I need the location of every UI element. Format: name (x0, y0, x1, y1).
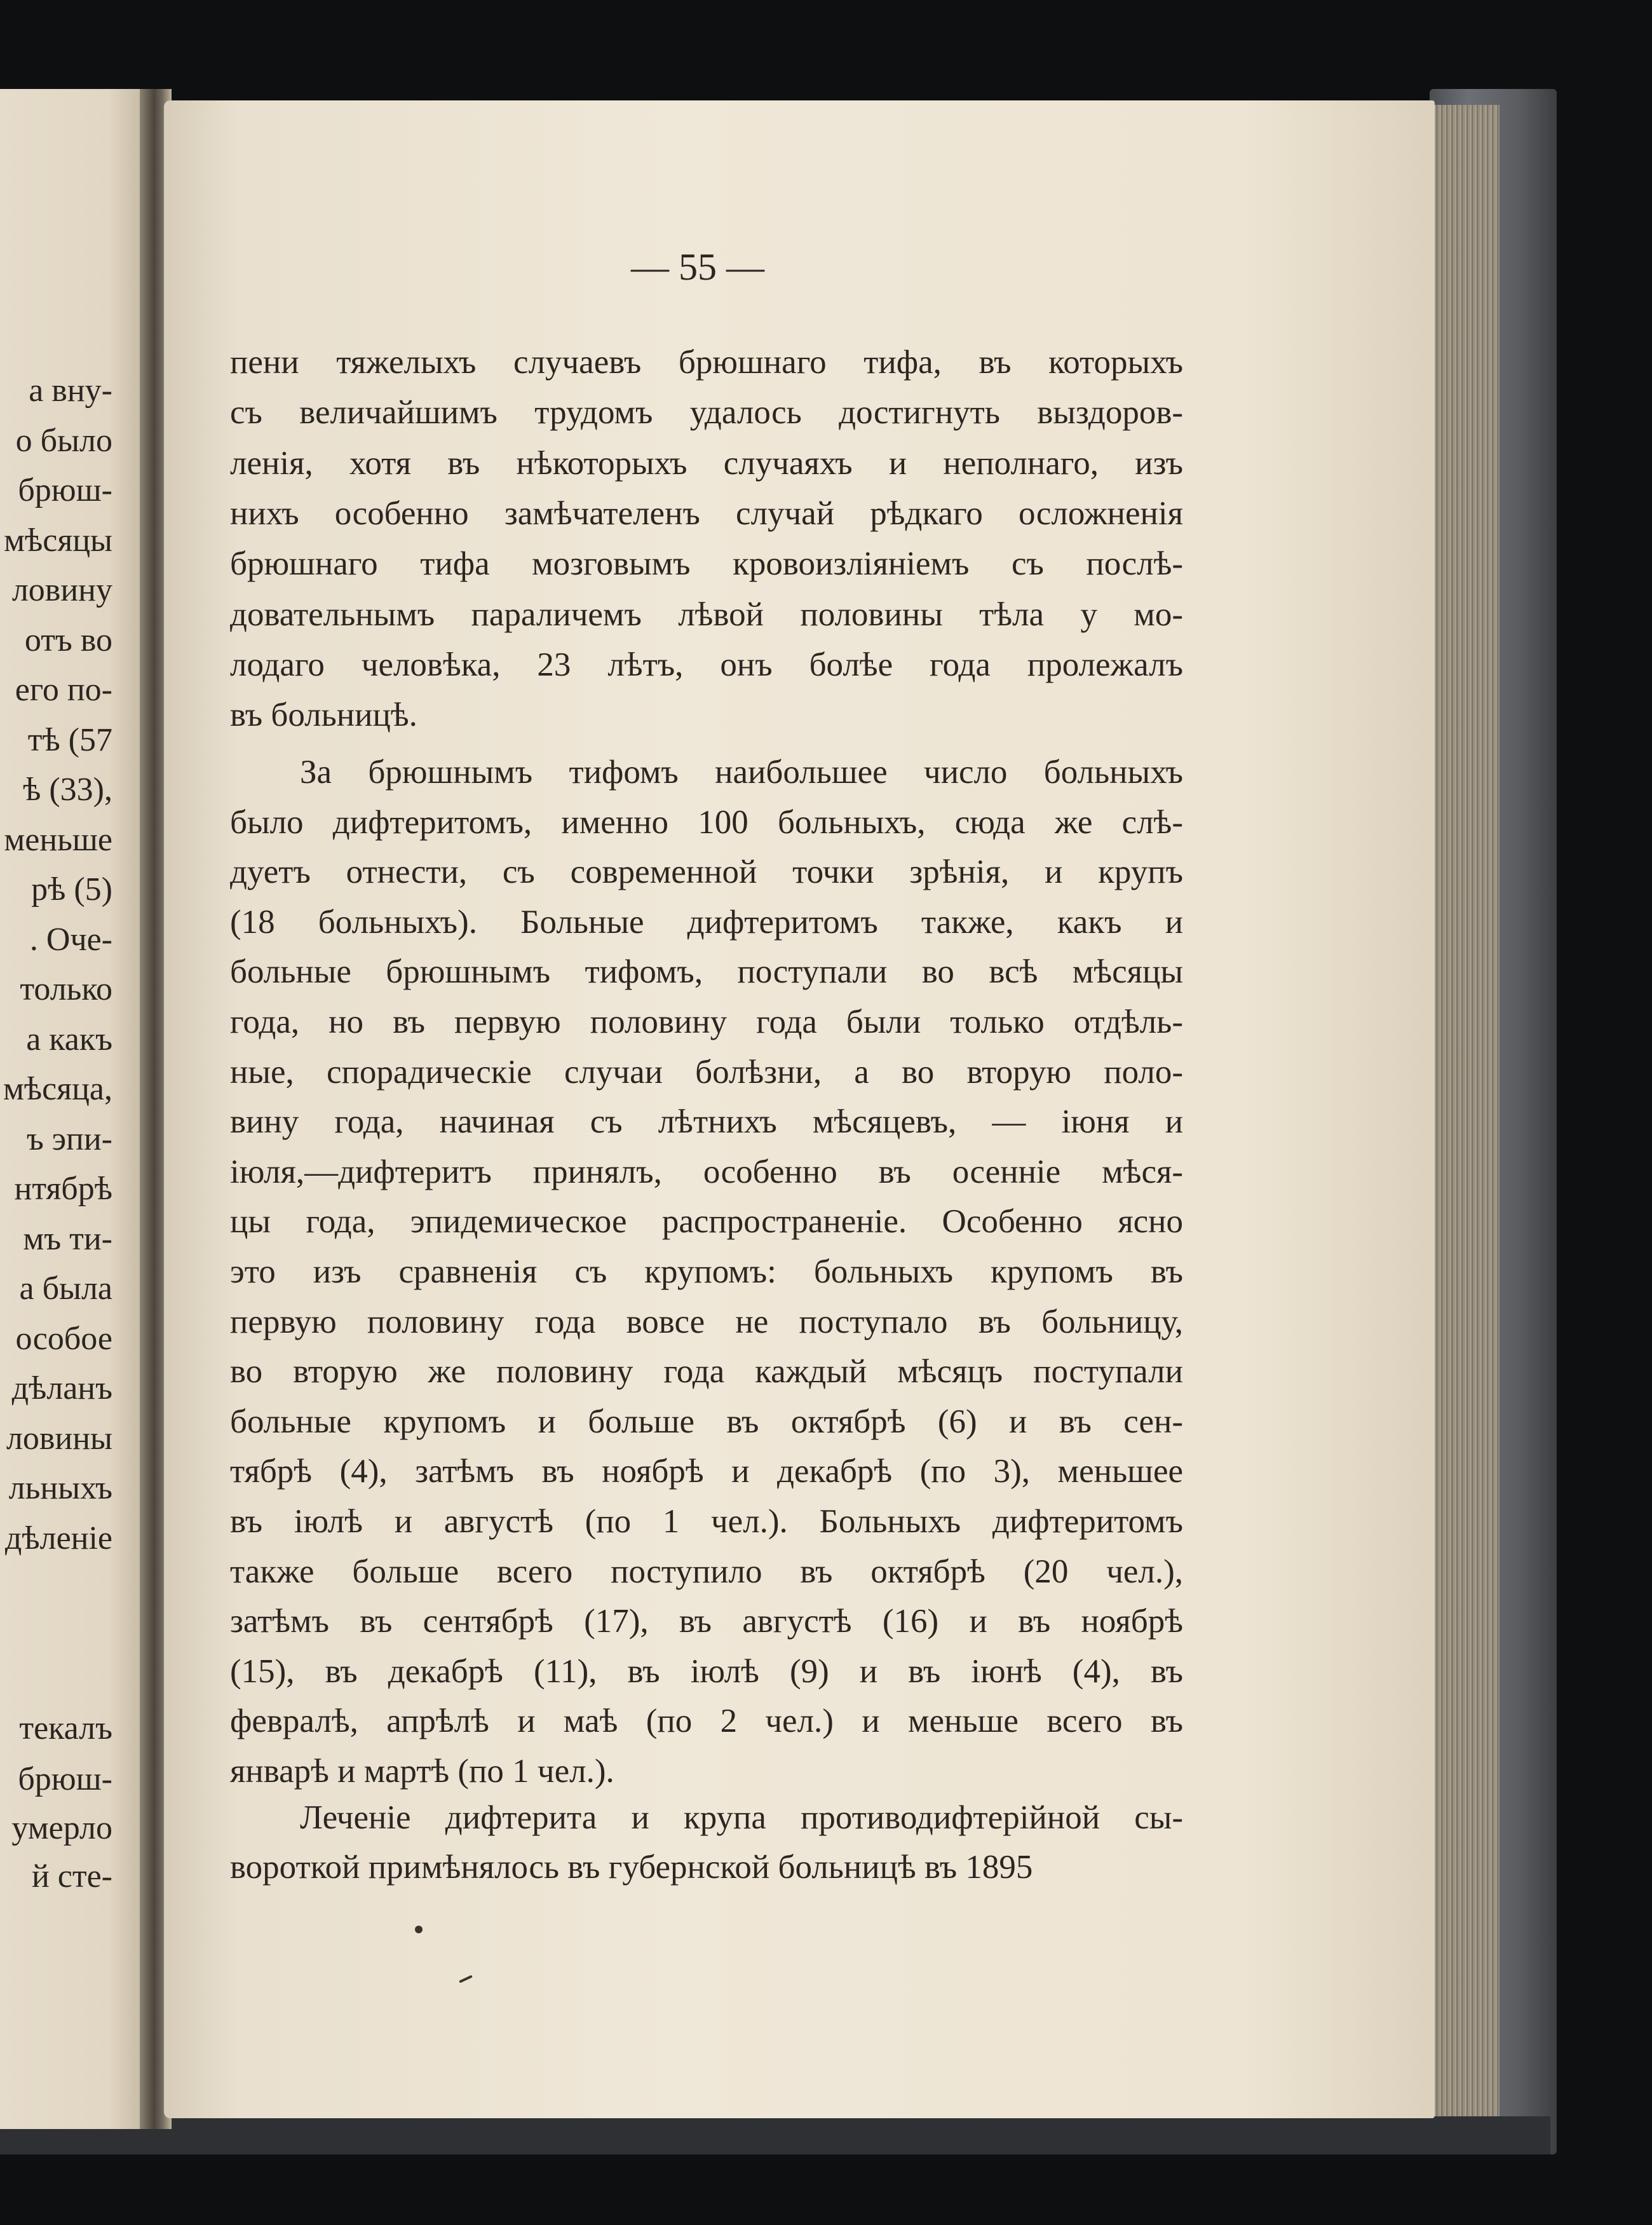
text-line: это изъ сравненія съ крупомъ: больныхъ крупомъ въ (230, 1253, 1183, 1290)
text-line: (18 больныхъ). Больные дифтеритомъ также, какъ и (230, 903, 1183, 941)
previous-page-fragment: а какъ (26, 1021, 112, 1058)
text-line: вороткой примѣнялось въ губернской больницѣ въ 1895 (230, 1849, 1033, 1886)
previous-page-fragment: нтябрѣ (14, 1171, 112, 1207)
text-line: довательнымъ параличемъ лѣвой половины тѣла у мо- (230, 595, 1183, 633)
text-line: январѣ и мартѣ (по 1 чел.). (230, 1753, 614, 1790)
text-line: тябрѣ (4), затѣмъ въ ноябрѣ и декабрѣ (по 3), меньшее (230, 1453, 1183, 1490)
previous-page-fragment: мѣсяцы (4, 522, 112, 559)
page-edges (1423, 105, 1500, 2123)
text-line: съ величайшимъ трудомъ удалось достигнуть выздоров- (230, 394, 1183, 432)
text-line: вину года, начиная съ лѣтнихъ мѣсяцевъ, — іюня и (230, 1103, 1183, 1141)
previous-page-fragment: меньше (4, 821, 112, 858)
text-line: ленія, хотя въ нѣкоторыхъ случаяхъ и неполнаго, изъ (230, 444, 1183, 482)
previous-page-fragment: й сте- (31, 1858, 112, 1895)
previous-page-fragment: брюш- (18, 472, 112, 508)
previous-page-fragment: . Оче- (29, 921, 112, 958)
text-line: іюля,—дифтеритъ принялъ, особенно въ осенніе мѣся- (230, 1153, 1183, 1190)
page-number: — 55 — (631, 246, 764, 288)
previous-page-fragment: дѣленіе (4, 1520, 112, 1556)
previous-page-fragment: умерло (11, 1810, 112, 1846)
text-line: въ іюлѣ и августѣ (по 1 чел.). Больныхъ дифтеритомъ (230, 1503, 1183, 1540)
text-line: (15), въ декабрѣ (11), въ іюлѣ (9) и въ іюнѣ (4), въ (230, 1652, 1183, 1690)
text-line: цы года, эпидемическое распространеніе. Особенно ясно (230, 1203, 1183, 1241)
text-line: года, но въ первую половину года были только отдѣль- (230, 1004, 1183, 1040)
text-line: дуетъ отнести, съ современной точки зрѣнія, и крупъ (230, 854, 1183, 891)
text-line: лодаго человѣка, 23 лѣтъ, онъ болѣе года пролежалъ (230, 646, 1183, 683)
text-line: больные брюшнымъ тифомъ, поступали во всѣ мѣсяцы (230, 953, 1183, 991)
text-line: пени тяжелыхъ случаевъ брюшнаго тифа, въ которыхъ (230, 344, 1183, 381)
book-cover-bottom (0, 2116, 1550, 2154)
text-line: первую половину года вовсе не поступало въ больницу, (230, 1303, 1183, 1340)
previous-page-fragment: ъ эпи- (26, 1120, 112, 1157)
previous-page-fragment: особое (15, 1320, 112, 1357)
previous-page (0, 89, 156, 2129)
previous-page-fragment: рѣ (5) (31, 871, 112, 908)
previous-page-fragment: тѣ (57 (27, 721, 112, 758)
previous-page-fragment: а вну- (29, 372, 112, 409)
text-line: больные крупомъ и больше въ октябрѣ (6) и въ сен- (230, 1403, 1183, 1440)
ink-speck (415, 1926, 423, 1933)
previous-page-fragment: дѣланъ (11, 1370, 112, 1406)
text-line: За брюшнымъ тифомъ наибольшее число больныхъ (300, 754, 1183, 791)
previous-page-fragment: мъ ти- (23, 1220, 112, 1257)
previous-page-fragment: о было (15, 422, 112, 459)
previous-page-fragment: отъ во (24, 622, 112, 658)
text-line: Леченіе дифтерита и крупа противодифтерійной сы- (300, 1799, 1183, 1836)
text-line: также больше всего поступило въ октябрѣ (20 чел.), (230, 1553, 1183, 1590)
previous-page-fragment: его по- (15, 672, 112, 708)
previous-page-fragment: брюш- (18, 1761, 112, 1797)
previous-page-fragment: ловину (11, 572, 112, 608)
previous-page-fragment: льныхъ (8, 1470, 112, 1506)
previous-page-fragment: ѣ (33), (23, 772, 112, 808)
previous-page-fragment: мѣсяца, (3, 1071, 112, 1107)
text-line: ные, спорадическіе случаи болѣзни, а во вторую поло- (230, 1053, 1183, 1091)
text-line: во вторую же половину года каждый мѣсяцъ поступали (230, 1353, 1183, 1391)
text-line: затѣмъ въ сентябрѣ (17), въ августѣ (16) и въ ноябрѣ (230, 1603, 1183, 1640)
text-line: брюшнаго тифа мозговымъ кровоизліяніемъ съ послѣ- (230, 545, 1183, 583)
text-line: въ больницѣ. (230, 697, 417, 734)
previous-page-fragment: ловины (6, 1420, 112, 1457)
previous-page-fragment: а была (19, 1270, 112, 1307)
text-line: было дифтеритомъ, именно 100 больныхъ, сюда же слѣ- (230, 803, 1183, 841)
previous-page-fragment: текалъ (19, 1710, 112, 1746)
text-line: февралѣ, апрѣлѣ и маѣ (по 2 чел.) и меньше всего въ (230, 1703, 1183, 1740)
text-line: нихъ особенно замѣчателенъ случай рѣдкаго осложненія (230, 494, 1183, 532)
previous-page-fragment: только (20, 971, 112, 1007)
